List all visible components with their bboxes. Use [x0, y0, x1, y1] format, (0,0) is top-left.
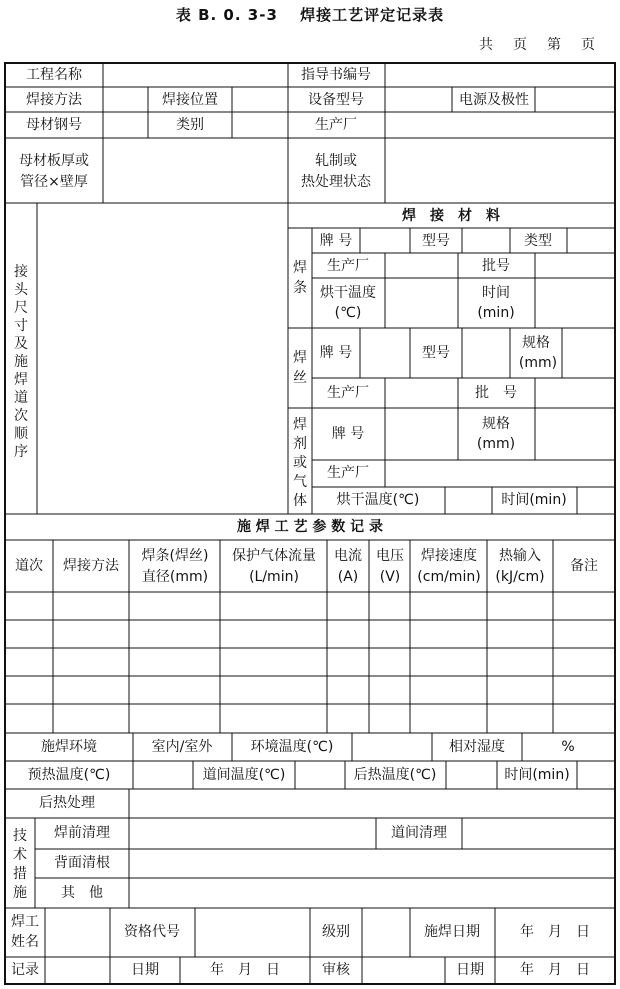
label-electrode-batch: 批号	[482, 258, 510, 274]
svg-text:焊: 焊	[293, 417, 307, 433]
svg-text:体: 体	[293, 493, 307, 509]
svg-text:寸: 寸	[14, 318, 28, 334]
col-remarks: 备注	[570, 558, 598, 574]
col-gas-flow: 保护气体流量	[232, 548, 316, 564]
label-rolling-line1: 轧制或	[315, 153, 357, 169]
label-welder-name: 姓名	[11, 934, 39, 950]
svg-text:焊: 焊	[293, 350, 307, 366]
label-grade: 级别	[322, 924, 350, 940]
svg-text:剂: 剂	[293, 436, 307, 452]
label-review: 审核	[322, 962, 350, 978]
label-base-steel: 母材钢号	[26, 117, 82, 133]
svg-text:道: 道	[14, 390, 28, 406]
svg-text:施: 施	[13, 885, 27, 901]
col-speed-unit: (cm/min)	[417, 569, 481, 585]
col-method: 焊接方法	[63, 558, 119, 574]
label-tech-measures	[13, 827, 27, 901]
label-back-gouge: 背面清根	[54, 855, 110, 871]
label-flux-brand: 牌 号	[331, 426, 365, 442]
label-percent: %	[561, 739, 575, 755]
label-interpass-temp: 道间温度(℃)	[202, 767, 286, 783]
label-electrode-brand: 牌 号	[319, 233, 353, 249]
col-current-unit: (A)	[337, 569, 359, 585]
label-thickness-line1: 母材板厚或	[19, 153, 89, 169]
label-postheat-temp: 后热温度(℃)	[353, 767, 437, 783]
col-heat-input: 热输入	[499, 548, 541, 564]
label-guide-no: 指导书编号	[301, 67, 371, 83]
label-wire-batch: 批 号	[475, 385, 517, 401]
svg-text:焊: 焊	[14, 372, 28, 388]
label-electrode-type: 类型	[524, 233, 552, 249]
label-wire-spec: 规格	[522, 335, 550, 351]
col-current: 电流	[334, 548, 362, 564]
svg-text:条: 条	[293, 280, 307, 296]
label-humidity: 相对湿度	[449, 739, 505, 755]
label-electrode-dry-temp: 烘干温度	[320, 285, 376, 301]
label-date: 日期	[131, 962, 159, 978]
svg-text:技: 技	[13, 828, 27, 844]
label-interpass-clean: 道间清理	[391, 825, 447, 841]
label-flux-spec: 规格	[482, 416, 510, 432]
label-rolling-line2: 热处理状态	[301, 174, 371, 190]
svg-text:顺: 顺	[14, 426, 28, 442]
label-electrode-mfr: 生产厂	[327, 258, 369, 274]
label-preheat-temp: 预热温度(℃)	[27, 767, 111, 783]
label-flux-time: 时间(min)	[501, 492, 567, 508]
col-gas-flow-unit: (L/min)	[249, 569, 299, 585]
label-post-treatment: 后热处理	[39, 795, 95, 811]
label-indoor-outdoor: 室内/室外	[151, 739, 213, 755]
svg-text:及: 及	[14, 336, 28, 352]
label-electrode	[293, 259, 307, 296]
label-weld-environment: 施焊环境	[41, 739, 97, 755]
label-ambient-temp: 环境温度(℃)	[250, 739, 334, 755]
label-welding-position: 焊接位置	[162, 92, 218, 108]
process-header: 施 焊 工 艺 参 数 记 录	[236, 519, 384, 535]
document-title: 表 B. 0. 3-3 焊接工艺评定记录表	[175, 6, 445, 24]
label-power-polarity: 电源及极性	[459, 92, 529, 108]
label-manufacturer: 生产厂	[315, 117, 357, 133]
label-project-name: 工程名称	[26, 67, 82, 83]
label-pre-weld-clean: 焊前清理	[54, 825, 110, 841]
label-flux-dry-temp: 烘干温度(℃)	[336, 492, 420, 508]
svg-text:术: 术	[13, 847, 27, 863]
label-category: 类别	[176, 117, 204, 133]
col-diameter: 焊条(焊丝)	[141, 548, 209, 564]
review-date-ymd: 年 月 日	[520, 962, 590, 978]
record-date-ymd: 年 月 日	[210, 962, 280, 978]
svg-text:丝: 丝	[293, 370, 307, 386]
svg-text:措: 措	[13, 866, 27, 882]
label-wire-brand: 牌 号	[319, 345, 353, 361]
label-record: 记录	[11, 962, 39, 978]
label-other: 其 他	[61, 885, 103, 901]
label-wire-model: 型号	[422, 345, 450, 361]
label-joint-sequence	[14, 263, 29, 460]
label-weld-date: 施焊日期	[424, 924, 480, 940]
svg-text:尺: 尺	[14, 300, 28, 316]
label-flux-spec-unit: (mm)	[476, 436, 516, 452]
label-electrode-model: 型号	[422, 233, 450, 249]
svg-text:施: 施	[14, 354, 28, 370]
label-thickness-line2: 管径×壁厚	[20, 174, 88, 190]
materials-header: 焊 接 材 料	[402, 208, 500, 224]
label-electrode-time: 时间	[482, 285, 510, 301]
svg-text:头: 头	[14, 282, 28, 298]
col-voltage: 电压	[376, 548, 404, 564]
label-flux-gas	[293, 416, 307, 509]
label-electrode-time-unit: (min)	[477, 305, 515, 321]
label-wire	[293, 349, 307, 386]
svg-text:次: 次	[14, 408, 28, 424]
svg-text:气: 气	[293, 474, 307, 490]
col-voltage-unit: (V)	[379, 569, 401, 585]
weld-date-ymd: 年 月 日	[520, 924, 590, 940]
col-speed: 焊接速度	[421, 548, 477, 564]
label-equipment-model: 设备型号	[308, 92, 364, 108]
label-electrode-dry-unit: (℃)	[334, 305, 362, 321]
label-cert-code: 资格代号	[124, 924, 180, 940]
label-time: 时间(min)	[504, 767, 570, 783]
svg-text:序: 序	[14, 444, 28, 460]
label-review-date: 日期	[456, 962, 484, 978]
svg-text:或: 或	[293, 455, 307, 471]
svg-text:接: 接	[14, 264, 28, 280]
label-welder: 焊工	[11, 914, 39, 930]
col-diameter-unit: 直径(mm)	[141, 569, 209, 585]
svg-text:焊: 焊	[293, 260, 307, 276]
col-pass: 道次	[15, 558, 43, 574]
label-wire-spec-unit: (mm)	[518, 355, 558, 371]
label-welding-method: 焊接方法	[26, 92, 82, 108]
col-heat-input-unit: (kJ/cm)	[495, 569, 545, 585]
label-flux-mfr: 生产厂	[327, 465, 369, 481]
label-wire-mfr: 生产厂	[327, 385, 369, 401]
page-count: 共 页 第 页	[479, 37, 598, 53]
